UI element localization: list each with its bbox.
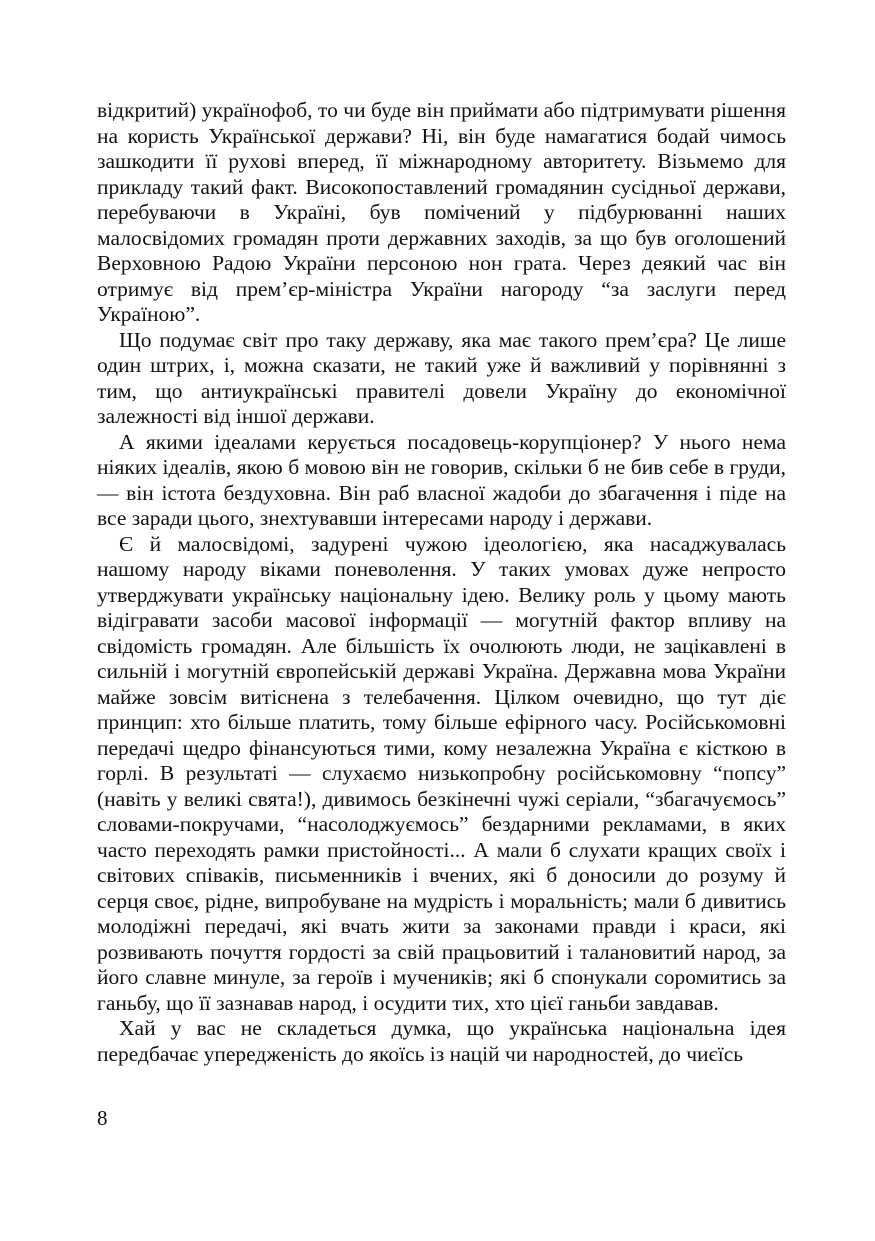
page-number: 8 xyxy=(97,1106,108,1130)
paragraph-4: Є й малосвідомі, задурені чужою ідеологією, яка насаджувалась нашому народу віками поневолення. У таких умовах дуже непросто утверджувати українську національну ідею. Велику роль у цьому мають відігравати засоби масової інформації — могутній фактор впливу на свідомість громадян. Але більшість їх очолюють люди, не зацікавлені в сильній і могутній європейській державі Україна. Державна мова України майже зовсім витіснена з телебачення. Цілком очевидно, що тут діє принцип: хто більше платить, тому більше ефірного часу. Російськомовні передачі щедро фінансуються тими, кому незалежна Україна є кісткою в горлі. В результаті — слухаємо низькопробну російськомовну “попсу” (навіть у великі свята!), дивимось безкінечні чужі серіали, “збагачуємось” словами-покручами, “насолоджуємось” бездарними рекламами, в яких часто переходять рамки пристойності... А мали б слухати кращих своїх і світових співаків, письменників і вчених, які б доносили до розуму й серця своє, рідне, випробуване на мудрість і моральність; мали б дивитись молодіжні передачі, які вчать жити за законами правди і краси, які розвивають почуття гордості за свій працьовитий і талановитий народ, за його славне минуле, за героїв і мучеників; які б спонукали соромитись за ганьбу, що її зазнавав народ, і осудити тих, хто цієї ганьби завдавав. xyxy=(97,531,786,1015)
page-body xyxy=(97,98,786,1067)
paragraph-2: Що подумає світ про таку державу, яка має такого прем’єра? Це лише один штрих, і, можна сказати, не такий уже й важливий у порівнянні з тим, що антиукраїнські правителі довели Україну до економічної залежності від іншої держави. xyxy=(97,327,786,428)
paragraph-1: відкритий) українофоб, то чи буде він приймати або підтримувати рішення на користь Української держави? Ні, він буде намагатися бодай чимось зашкодити її рухові вперед, її міжнародному авторитету. Візьмемо для прикладу такий факт. Високопоставлений громадянин сусідньої держави, перебуваючи в Україні, був помічений у підбурюванні наших малосвідомих громадян проти державних заходів, за що був оголошений Верховною Радою України персоною нон грата. Через деякий час він отримує від прем’єр-міністра України нагороду “за заслуги перед Україною”. xyxy=(97,98,786,326)
paragraph-3: А якими ідеалами керується посадовець-корупціонер? У нього нема ніяких ідеалів, якою б мовою він не говорив, скільки б не бив себе в груди, — він істота бездуховна. Він раб власної жадоби до збагачення і піде на все заради цього, знехтувавши інтересами народу і держави. xyxy=(97,429,786,530)
paragraph-5: Хай у вас не складеться думка, що українська національна ідея передбачає упередженість до якоїсь із націй чи народностей, до чиєїсь xyxy=(97,1016,786,1066)
